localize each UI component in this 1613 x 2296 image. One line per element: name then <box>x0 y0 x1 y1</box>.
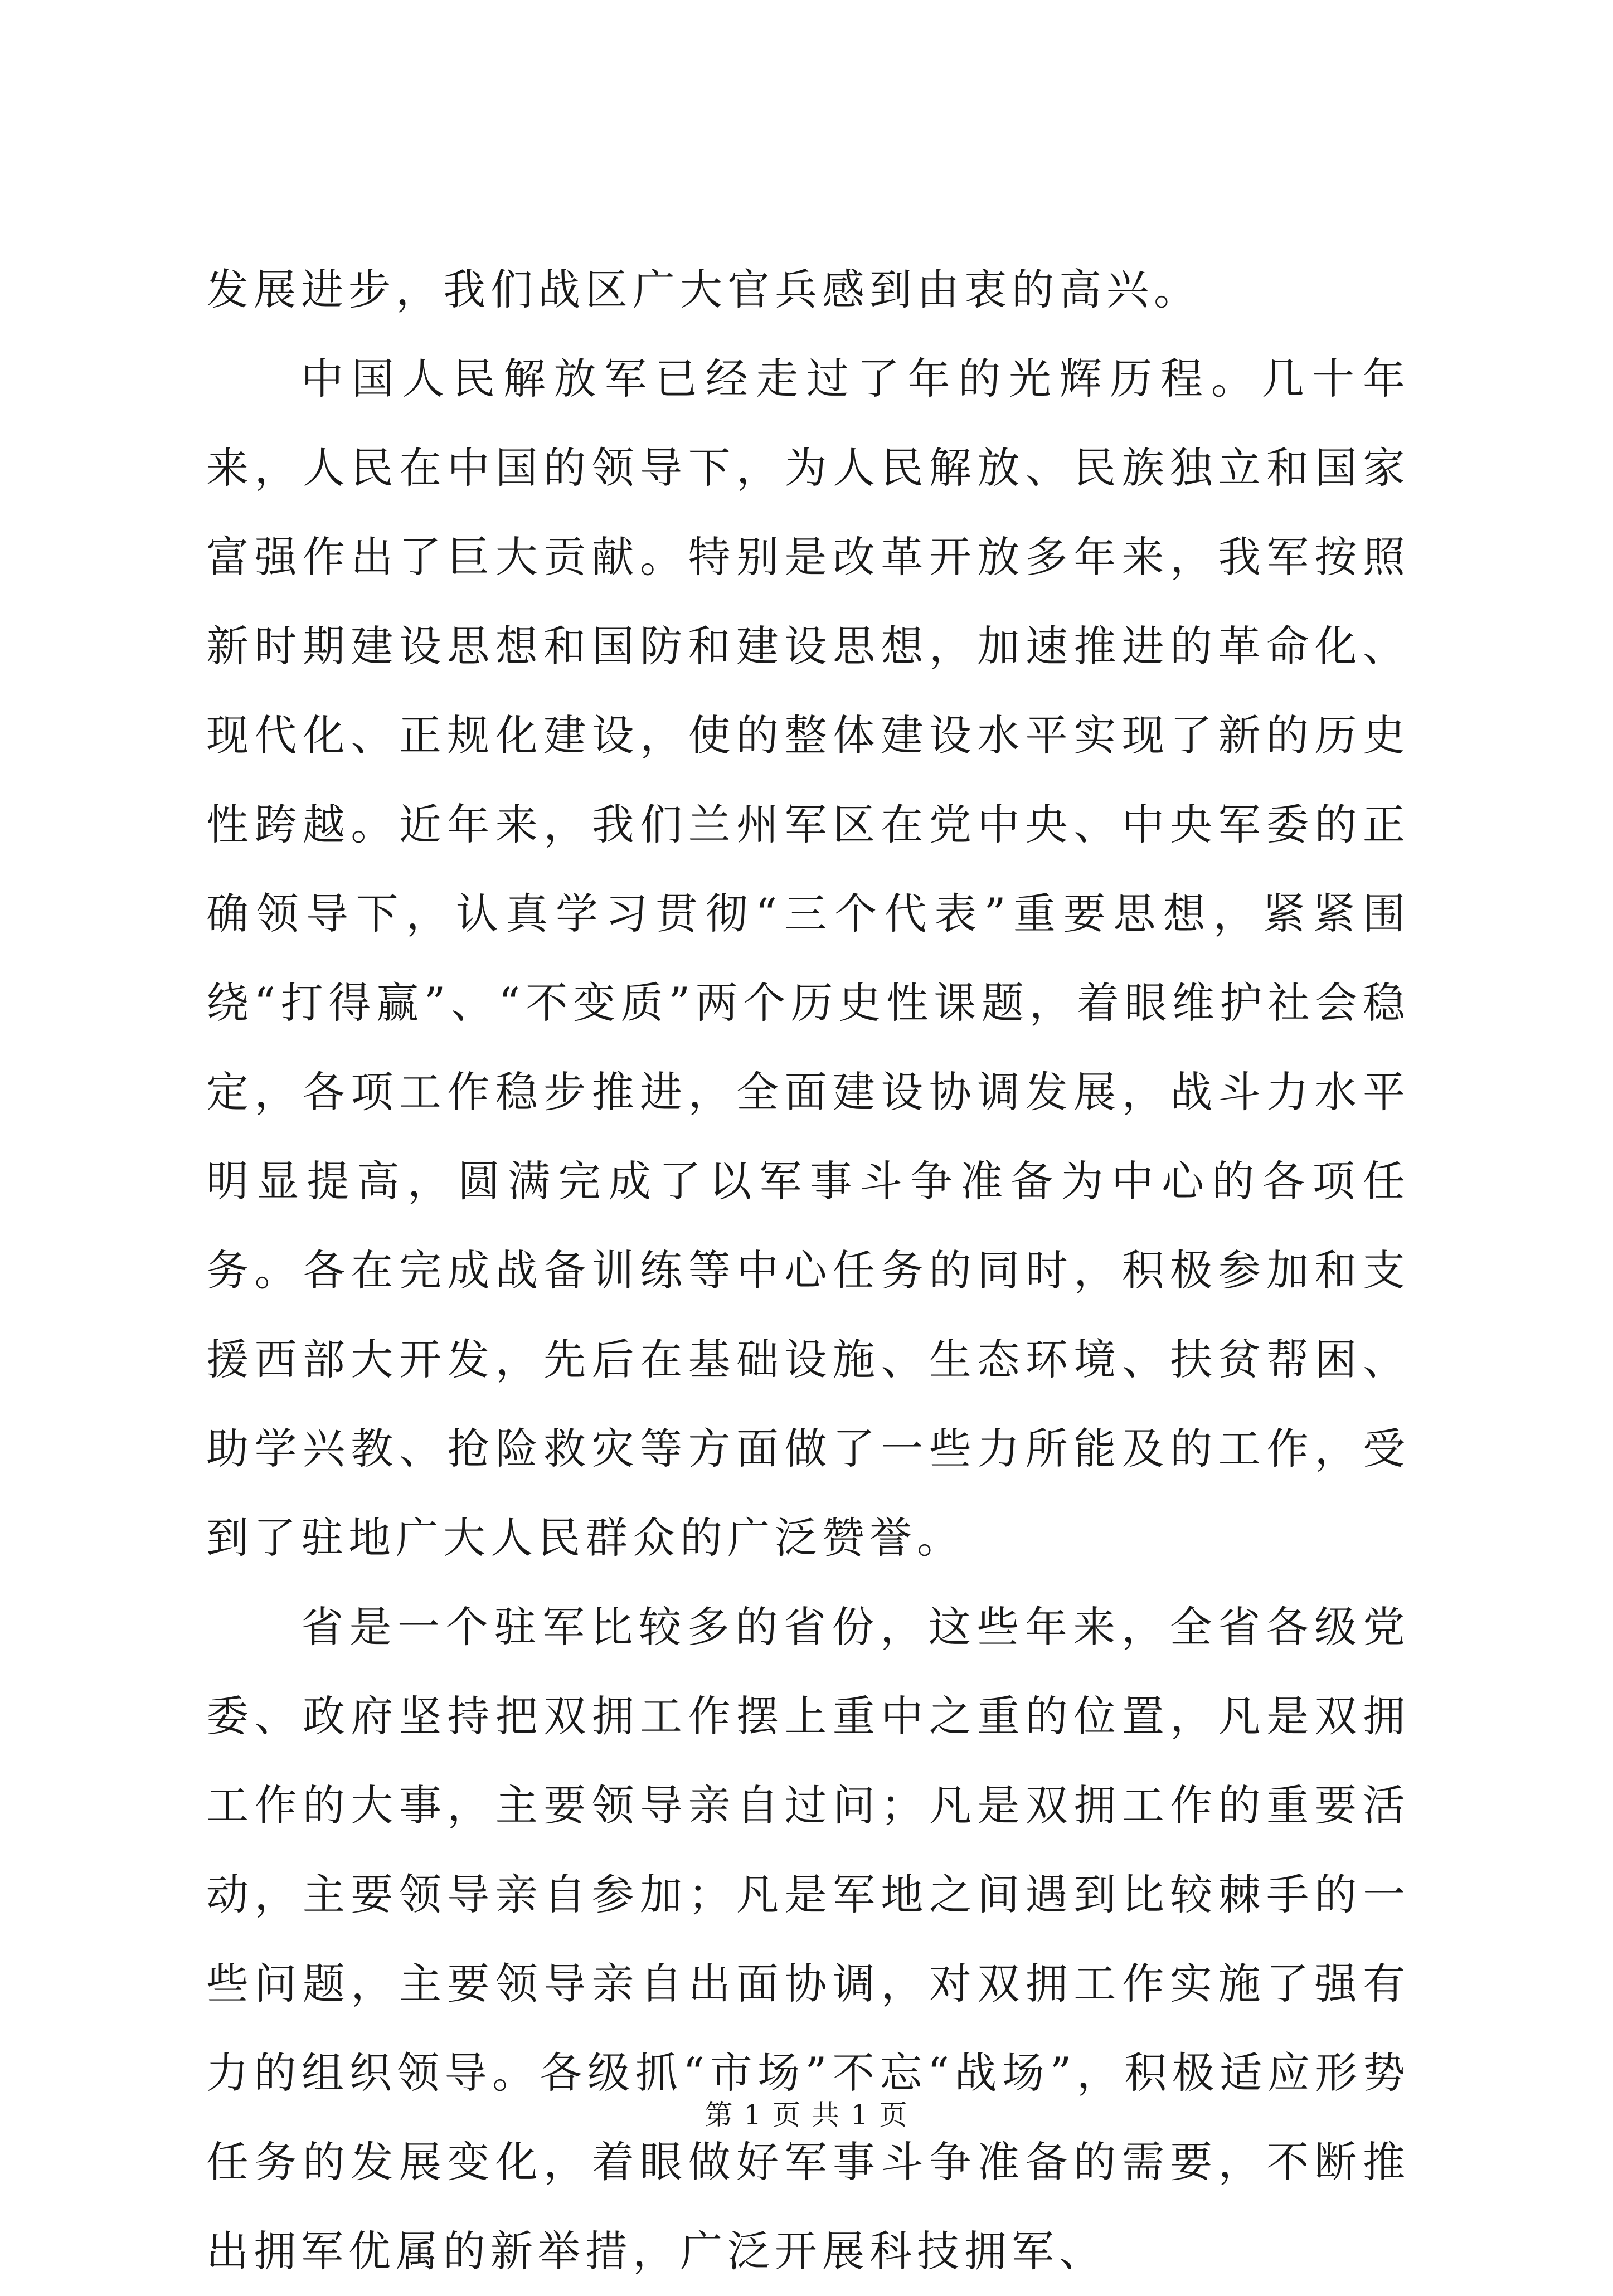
text-line: 水平明显提高，圆满完成了以军事斗争准备为中心的各项任务。 <box>206 1067 1411 1295</box>
page-number: 第 1 页 共 1 页 <box>705 2099 908 2131</box>
text-line: 灾等方面做了一些力所能及的工作，受到了驻地广大人民群众的 <box>206 1424 1411 1563</box>
text-line: 府坚持把双拥工作摆上重中之重的位置，凡是双拥工作的大事， <box>206 1691 1410 1830</box>
paragraph <box>206 1583 1410 2296</box>
text-line: 主要领导亲自过问；凡是双拥工作的重要活动，主要领导亲自参 <box>206 1781 1410 1919</box>
document-body <box>206 245 1410 2296</box>
text-line: 在中国的领导下，为人民解放、民族独立和国家富强作出了巨大 <box>206 443 1411 582</box>
text-line: 广泛赞誉。 <box>727 1513 964 1563</box>
text-line: 中央、中央军委的正确领导下，认真学习贯彻“三个代表”重要 <box>206 800 1411 938</box>
text-line: 贡献。特别是改革开放多年来，我军按照新时期建设思想和国防 <box>206 532 1411 671</box>
text-line: 忘“战场”，积极适应形势任务的发展变化，着眼做好军事斗争 <box>206 2048 1410 2187</box>
page-footer <box>0 2093 1613 2133</box>
text-line: 准备的需要，不断推出拥军优属的新举措，广泛开展科技拥军、 <box>206 2137 1411 2276</box>
text-line: 体建设水平实现了新的历史性跨越。近年来，我们兰州军区在党 <box>206 711 1411 849</box>
text-line: 各在完成战备训练等中心任务的同时，积极参加和支援西部大开 <box>206 1246 1411 1384</box>
text-line: 加；凡是军地之间遇到比较棘手的一些问题，主要领导亲自出面 <box>206 1870 1410 2008</box>
paragraph <box>206 245 1410 334</box>
text-line: 省是一个驻军比较多的省份，这些年来，全省各级党委、政 <box>206 1602 1410 1741</box>
text-line: 发，先后在基础设施、生态环境、扶贫帮困、助学兴教、抢险救 <box>206 1335 1411 1473</box>
text-line: 协调，对双拥工作实施了强有力的组织领导。各级抓“市场”不 <box>206 1959 1410 2098</box>
text-line: 维护社会稳定，各项工作稳步推进，全面建设协调发展，战斗力 <box>206 978 1410 1117</box>
text-line: 中国人民解放军已经走过了年的光辉历程。几十年来，人民 <box>206 354 1410 493</box>
text-line: 思想，紧紧围绕“打得赢”、“不变质”两个历史性课题，着眼 <box>206 889 1411 1028</box>
paragraph <box>206 334 1410 1583</box>
text-line: 和建设思想，加速推进的革命化、现代化、正规化建设，使的整 <box>206 621 1411 760</box>
text-line: 发展进步，我们战区广大官兵感到由衷的高兴。 <box>206 265 1201 314</box>
